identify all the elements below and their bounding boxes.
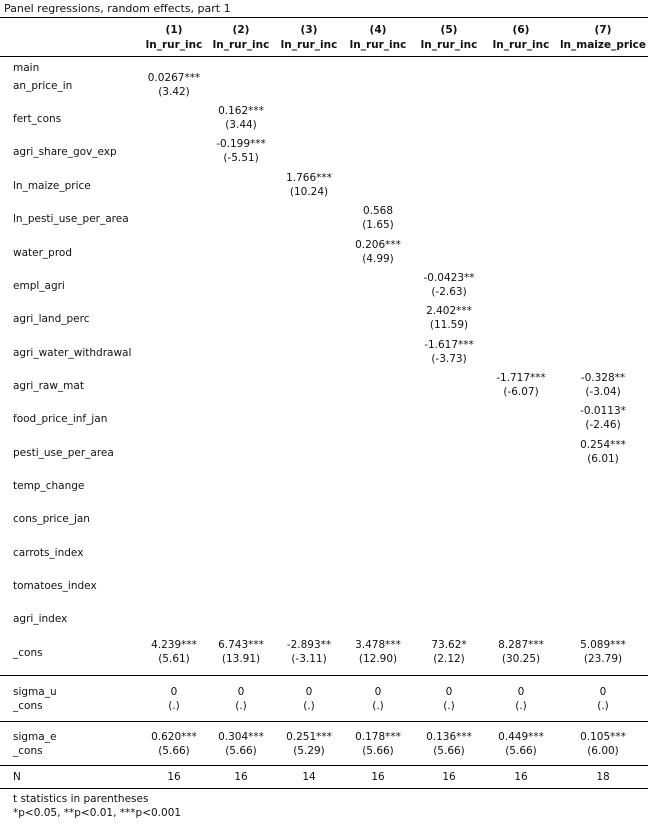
row-label: ln_maize_price bbox=[13, 180, 91, 192]
column-dependent-variable: ln_rur_inc bbox=[349, 39, 407, 51]
row-label: tomatoes_index bbox=[13, 580, 97, 592]
t-statistic: (-3.11) bbox=[291, 653, 327, 665]
n-value: 14 bbox=[302, 771, 316, 783]
row-label: empl_agri bbox=[13, 280, 65, 292]
n-value: 16 bbox=[371, 771, 385, 783]
sigma-u-label: sigma_u bbox=[13, 686, 57, 698]
top-rule bbox=[0, 17, 648, 18]
t-statistic: (3.42) bbox=[158, 86, 190, 98]
column-number: (6) bbox=[512, 24, 530, 36]
coefficient-value: 0.0267*** bbox=[147, 72, 201, 84]
coefficient-value: -0.328** bbox=[580, 372, 626, 384]
coefficient-value: -2.893** bbox=[286, 639, 332, 651]
title: Panel regressions, random effects, part 1 bbox=[4, 2, 231, 15]
t-statistic: (-5.51) bbox=[223, 152, 259, 164]
column-dependent-variable: ln_rur_inc bbox=[280, 39, 338, 51]
sigma-e-t-statistic: (5.66) bbox=[362, 745, 394, 757]
row-label: an_price_in bbox=[13, 80, 73, 92]
coefficient-value: 73.62* bbox=[431, 639, 467, 651]
row-label: agri_index bbox=[13, 613, 68, 625]
coefficient-value: 6.743*** bbox=[218, 639, 264, 651]
sigma-e-t-statistic: (5.66) bbox=[225, 745, 257, 757]
coefficient-value: 4.239*** bbox=[151, 639, 197, 651]
coefficient-value: 0.162*** bbox=[218, 105, 264, 117]
sigma-u-t-statistic: (.) bbox=[443, 700, 455, 712]
sigma-u-value: 0 bbox=[599, 686, 607, 698]
sigma-e-t-statistic: (5.66) bbox=[505, 745, 537, 757]
n-label: N bbox=[13, 771, 21, 783]
t-statistic: (2.12) bbox=[433, 653, 465, 665]
t-statistic: (-2.46) bbox=[585, 419, 621, 431]
column-number: (5) bbox=[440, 24, 458, 36]
sigma-e-t-statistic: (5.29) bbox=[293, 745, 325, 757]
sigma-e-t-statistic: (5.66) bbox=[433, 745, 465, 757]
row-label: agri_land_perc bbox=[13, 313, 90, 325]
sigma-u-rule bbox=[0, 675, 648, 676]
n-value: 16 bbox=[442, 771, 456, 783]
row-label: pesti_use_per_area bbox=[13, 447, 114, 459]
coefficient-value: -0.0113* bbox=[580, 405, 626, 417]
n-rule bbox=[0, 765, 648, 766]
coefficient-value: 0.254*** bbox=[580, 439, 626, 451]
t-statistic: (30.25) bbox=[501, 653, 541, 665]
column-number: (7) bbox=[594, 24, 612, 36]
t-statistic: (11.59) bbox=[429, 319, 469, 331]
row-label: carrots_index bbox=[13, 547, 84, 559]
sigma-e-t-statistic: (6.00) bbox=[587, 745, 619, 757]
t-statistic: (23.79) bbox=[583, 653, 623, 665]
row-label: food_price_inf_jan bbox=[13, 413, 108, 425]
sigma-u-t-statistic: (.) bbox=[235, 700, 247, 712]
sigma-e-value: 0.449*** bbox=[498, 731, 544, 743]
column-dependent-variable: ln_rur_inc bbox=[420, 39, 478, 51]
coefficient-value: -1.717*** bbox=[496, 372, 546, 384]
sigma-u-value: 0 bbox=[374, 686, 382, 698]
sigma-u-t-statistic: (.) bbox=[303, 700, 315, 712]
t-statistic: (1.65) bbox=[362, 219, 394, 231]
header-rule bbox=[0, 56, 648, 57]
sigma-u-t-statistic: (.) bbox=[597, 700, 609, 712]
sigma-u-value: 0 bbox=[517, 686, 525, 698]
row-label: temp_change bbox=[13, 480, 85, 492]
coefficient-value: 0.206*** bbox=[355, 239, 401, 251]
footnote: *p<0.05, **p<0.01, ***p<0.001 bbox=[13, 807, 182, 819]
sigma-e-value: 0.105*** bbox=[580, 731, 626, 743]
coefficient-value: 0.568 bbox=[362, 205, 394, 217]
sigma-u-value: 0 bbox=[170, 686, 178, 698]
footnote: t statistics in parentheses bbox=[13, 793, 149, 805]
bottom-rule bbox=[0, 788, 648, 789]
row-label: agri_share_gov_exp bbox=[13, 146, 117, 158]
row-label: ln_pesti_use_per_area bbox=[13, 213, 129, 225]
t-statistic: (12.90) bbox=[358, 653, 398, 665]
sigma-u-t-statistic: (.) bbox=[168, 700, 180, 712]
t-statistic: (3.44) bbox=[225, 119, 257, 131]
row-label: cons_price_jan bbox=[13, 513, 90, 525]
sigma-u-cons-label: _cons bbox=[13, 700, 43, 712]
equation-label: main bbox=[13, 62, 40, 74]
n-value: 16 bbox=[514, 771, 528, 783]
t-statistic: (5.61) bbox=[158, 653, 190, 665]
row-label: agri_water_withdrawal bbox=[13, 347, 132, 359]
coefficient-value: 5.089*** bbox=[580, 639, 626, 651]
row-label: agri_raw_mat bbox=[13, 380, 84, 392]
n-value: 18 bbox=[596, 771, 610, 783]
coefficient-value: 2.402*** bbox=[426, 305, 472, 317]
sigma-e-t-statistic: (5.66) bbox=[158, 745, 190, 757]
t-statistic: (-3.73) bbox=[431, 353, 467, 365]
column-number: (1) bbox=[165, 24, 183, 36]
sigma-e-rule bbox=[0, 721, 648, 722]
t-statistic: (6.01) bbox=[587, 453, 619, 465]
row-label: water_prod bbox=[13, 247, 73, 259]
n-value: 16 bbox=[234, 771, 248, 783]
column-dependent-variable: ln_rur_inc bbox=[212, 39, 270, 51]
t-statistic: (13.91) bbox=[221, 653, 261, 665]
t-statistic: (-2.63) bbox=[431, 286, 467, 298]
sigma-e-value: 0.178*** bbox=[355, 731, 401, 743]
column-dependent-variable: ln_rur_inc bbox=[145, 39, 203, 51]
coefficient-value: 3.478*** bbox=[355, 639, 401, 651]
n-value: 16 bbox=[167, 771, 181, 783]
column-number: (4) bbox=[369, 24, 387, 36]
coefficient-value: -1.617*** bbox=[424, 339, 474, 351]
sigma-e-value: 0.251*** bbox=[286, 731, 332, 743]
t-statistic: (4.99) bbox=[362, 253, 394, 265]
sigma-u-t-statistic: (.) bbox=[372, 700, 384, 712]
sigma-e-cons-label: _cons bbox=[13, 745, 43, 757]
coefficient-value: -0.0423** bbox=[423, 272, 475, 284]
sigma-u-t-statistic: (.) bbox=[515, 700, 527, 712]
sigma-e-value: 0.304*** bbox=[218, 731, 264, 743]
column-number: (2) bbox=[232, 24, 250, 36]
sigma-u-value: 0 bbox=[237, 686, 245, 698]
sigma-e-value: 0.136*** bbox=[426, 731, 472, 743]
row-label: fert_cons bbox=[13, 113, 62, 125]
row-label: _cons bbox=[13, 647, 43, 659]
t-statistic: (10.24) bbox=[289, 186, 329, 198]
t-statistic: (-3.04) bbox=[585, 386, 621, 398]
coefficient-value: 1.766*** bbox=[286, 172, 332, 184]
column-number: (3) bbox=[300, 24, 318, 36]
sigma-u-value: 0 bbox=[445, 686, 453, 698]
coefficient-value: -0.199*** bbox=[216, 138, 266, 150]
sigma-e-label: sigma_e bbox=[13, 731, 57, 743]
column-dependent-variable: ln_rur_inc bbox=[492, 39, 550, 51]
sigma-u-value: 0 bbox=[305, 686, 313, 698]
coefficient-value: 8.287*** bbox=[498, 639, 544, 651]
column-dependent-variable: ln_maize_price bbox=[559, 39, 647, 51]
t-statistic: (-6.07) bbox=[503, 386, 539, 398]
sigma-e-value: 0.620*** bbox=[151, 731, 197, 743]
